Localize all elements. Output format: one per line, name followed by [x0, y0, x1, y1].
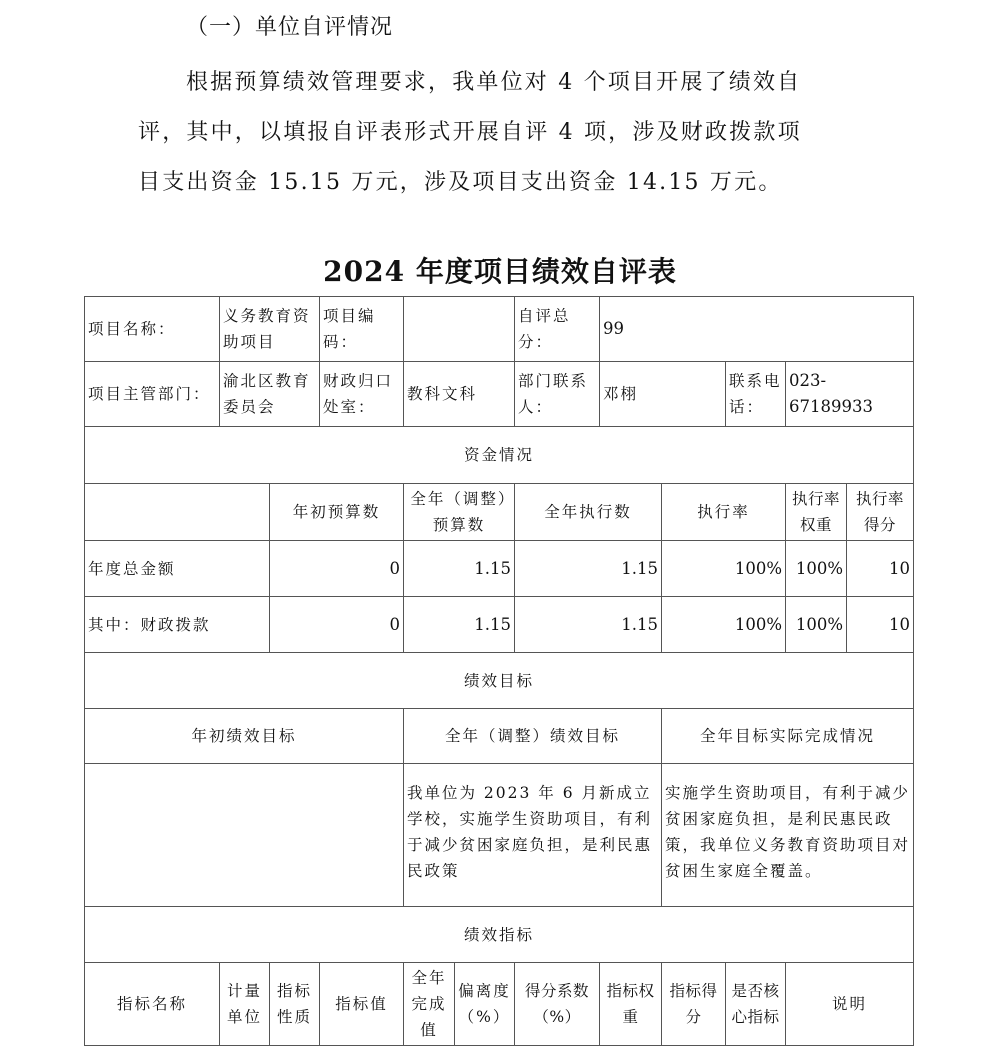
- actual-completion: 实施学生资助项目，有利于减少贫困家庭负担，是利民惠民政策，我单位义务教育资助项目对贫困生家庭全覆盖。: [662, 764, 914, 907]
- funds-header: 执行率: [662, 484, 786, 541]
- adjusted-goal: 我单位为 2023 年 6 月新成立学校，实施学生资助项目，有利于减少贫困家庭负担，是利民惠民政策: [404, 764, 662, 907]
- funds-cell: 1.15: [515, 541, 662, 597]
- total-score-label: 自评总分：: [515, 297, 600, 362]
- goals-header: 全年目标实际完成情况: [662, 709, 914, 764]
- table-row: [85, 907, 914, 963]
- funds-header: [85, 484, 270, 541]
- phone-label: 联系电话：: [726, 362, 786, 427]
- contact-value: 邓栩: [600, 362, 726, 427]
- funds-header: 执行率得分: [847, 484, 914, 541]
- paragraph-line: 根据预算绩效管理要求，我单位对 4 个项目开展了绩效自: [186, 70, 802, 95]
- funds-row: [85, 597, 914, 653]
- initial-goal: [85, 764, 404, 907]
- funds-cell: 100%: [662, 597, 786, 653]
- funds-header: 年初预算数: [270, 484, 404, 541]
- paragraph-line: 评，其中，以填报自评表形式开展自评 4 项，涉及财政拨款项: [138, 120, 802, 145]
- indicator-header: 指标权重: [600, 963, 662, 1046]
- goals-header: 全年（调整）绩效目标: [404, 709, 662, 764]
- indicator-header: 偏离度（%）: [455, 963, 515, 1046]
- indicator-header: 全年完成值: [404, 963, 455, 1046]
- table-title: 2024 年度项目绩效自评表: [323, 255, 677, 288]
- goals-header: 年初绩效目标: [85, 709, 404, 764]
- goals-header-row: [85, 709, 914, 764]
- funds-cell: 100%: [786, 597, 847, 653]
- funds-cell: 10: [847, 541, 914, 597]
- table-row: [85, 362, 914, 427]
- funds-cell: 0: [270, 597, 404, 653]
- goals-row: [85, 764, 914, 907]
- project-code-label: 项目编码：: [320, 297, 404, 362]
- contact-label: 部门联系人：: [515, 362, 600, 427]
- summary-paragraph: [138, 58, 898, 208]
- paragraph-line: 目支出资金 15.15 万元，涉及项目支出资金 14.15 万元。: [138, 170, 783, 195]
- finance-office-label: 财政归口处室：: [320, 362, 404, 427]
- indicator-header: 得分系数（%）: [515, 963, 600, 1046]
- indicators-header-row: [85, 963, 914, 1046]
- total-score-value: 99: [600, 297, 914, 362]
- self-evaluation-table: [84, 296, 914, 1046]
- indicator-header: 指标名称: [85, 963, 220, 1046]
- funds-cell: 100%: [662, 541, 786, 597]
- phone-value: 023-67189933: [786, 362, 914, 427]
- indicator-header: 指标性质: [270, 963, 320, 1046]
- funds-header: 执行率权重: [786, 484, 847, 541]
- project-name-label: 项目名称：: [85, 297, 220, 362]
- project-name-value: 义务教育资助项目: [220, 297, 320, 362]
- indicator-header: 指标得分: [662, 963, 726, 1046]
- indicator-header: 说明: [786, 963, 914, 1046]
- funds-row-label: 其中：财政拨款: [85, 597, 270, 653]
- indicator-header: 是否核心指标: [726, 963, 786, 1046]
- indicator-header: 计量单位: [220, 963, 270, 1046]
- indicator-header: 指标值: [320, 963, 404, 1046]
- funds-cell: 1.15: [404, 597, 515, 653]
- funds-cell: 0: [270, 541, 404, 597]
- table-row: [85, 653, 914, 709]
- funds-cell: 1.15: [515, 597, 662, 653]
- dept-label: 项目主管部门：: [85, 362, 220, 427]
- goals-section-label: 绩效目标: [85, 653, 914, 709]
- funds-row-label: 年度总金额: [85, 541, 270, 597]
- funds-header-row: [85, 484, 914, 541]
- funds-row: [85, 541, 914, 597]
- table-row: [85, 297, 914, 362]
- section-heading: （一）单位自评情况: [186, 15, 394, 40]
- funds-cell: 1.15: [404, 541, 515, 597]
- table-row: [85, 427, 914, 484]
- project-code-value: [404, 297, 515, 362]
- funds-header: 全年执行数: [515, 484, 662, 541]
- funds-header: 全年（调整）预算数: [404, 484, 515, 541]
- dept-value: 渝北区教育委员会: [220, 362, 320, 427]
- funds-cell: 100%: [786, 541, 847, 597]
- funds-cell: 10: [847, 597, 914, 653]
- finance-office-value: 教科文科: [404, 362, 515, 427]
- indicators-section-label: 绩效指标: [85, 907, 914, 963]
- funds-section-label: 资金情况: [85, 427, 914, 484]
